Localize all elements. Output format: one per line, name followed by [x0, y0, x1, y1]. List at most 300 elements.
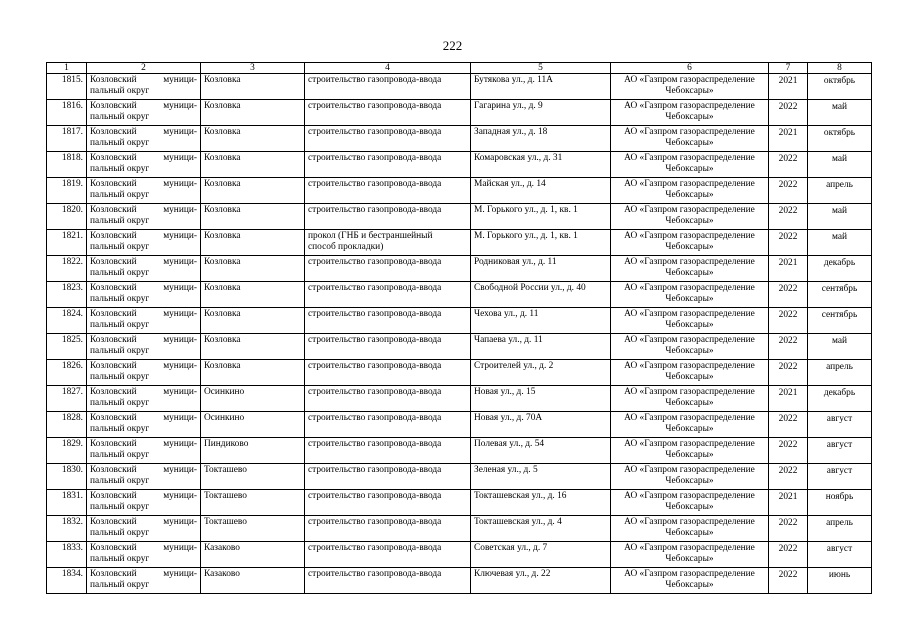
year-cell: 2021 — [769, 126, 808, 152]
row-number: 1829. — [47, 438, 87, 464]
organization-line: Чебоксары» — [665, 450, 714, 460]
month-cell: май — [808, 204, 872, 230]
month-cell: сентябрь — [808, 308, 872, 334]
work-type-line: строительство газопровода-ввода — [308, 517, 442, 527]
table-row — [47, 256, 872, 282]
settlement-cell: Козловка — [201, 360, 305, 386]
organization-cell — [611, 152, 769, 178]
settlement-cell: Козловка — [201, 152, 305, 178]
organization-line: Чебоксары» — [665, 398, 714, 408]
table-row — [47, 516, 872, 542]
work-type-line: строительство газопровода-ввода — [308, 569, 442, 579]
row-number: 1819. — [47, 178, 87, 204]
month-cell: май — [808, 100, 872, 126]
district-word: Козловский — [90, 387, 137, 397]
district-word: Козловский — [90, 179, 137, 189]
column-number: 4 — [305, 63, 471, 74]
month-cell: май — [808, 334, 872, 360]
work-type-line: строительство газопровода-ввода — [308, 283, 442, 293]
district-word: пальный округ — [90, 164, 150, 174]
work-type-line: строительство газопровода-ввода — [308, 439, 442, 449]
district-cell — [87, 178, 201, 204]
organization-line: АО «Газпром газораспределение — [624, 413, 755, 423]
district-word: пальный округ — [90, 476, 150, 486]
work-type-cell — [305, 360, 471, 386]
year-cell: 2022 — [769, 178, 808, 204]
district-word: Козловский — [90, 569, 137, 579]
district-word: муници- — [163, 75, 197, 85]
organization-line: АО «Газпром газораспределение — [624, 309, 755, 319]
work-type-line: строительство газопровода-ввода — [308, 75, 442, 85]
address-cell: Ключевая ул., д. 22 — [471, 568, 611, 594]
district-cell — [87, 464, 201, 490]
year-cell: 2022 — [769, 100, 808, 126]
year-cell: 2022 — [769, 438, 808, 464]
district-word: муници- — [163, 335, 197, 345]
row-number: 1830. — [47, 464, 87, 490]
district-word: пальный округ — [90, 320, 150, 330]
district-word: муници- — [163, 205, 197, 215]
district-word: Козловский — [90, 465, 137, 475]
district-cell — [87, 74, 201, 100]
organization-line: Чебоксары» — [665, 216, 714, 226]
work-type-line: строительство газопровода-ввода — [308, 491, 442, 501]
year-cell: 2022 — [769, 542, 808, 568]
district-word: муници- — [163, 439, 197, 449]
district-word: пальный округ — [90, 268, 150, 278]
district-word: пальный округ — [90, 242, 150, 252]
organization-line: АО «Газпром газораспределение — [624, 569, 755, 579]
table-row — [47, 230, 872, 256]
organization-cell — [611, 126, 769, 152]
district-cell — [87, 126, 201, 152]
organization-line: АО «Газпром газораспределение — [624, 231, 755, 241]
organization-line: АО «Газпром газораспределение — [624, 75, 755, 85]
table-row — [47, 490, 872, 516]
district-word: Козловский — [90, 361, 137, 371]
organization-line: Чебоксары» — [665, 268, 714, 278]
work-type-cell — [305, 126, 471, 152]
district-cell — [87, 334, 201, 360]
organization-line: АО «Газпром газораспределение — [624, 257, 755, 267]
organization-cell — [611, 386, 769, 412]
organization-line: АО «Газпром газораспределение — [624, 101, 755, 111]
organization-line: Чебоксары» — [665, 190, 714, 200]
district-word: пальный округ — [90, 346, 150, 356]
organization-line: Чебоксары» — [665, 528, 714, 538]
year-cell: 2022 — [769, 516, 808, 542]
work-type-cell — [305, 438, 471, 464]
address-cell: Советская ул., д. 7 — [471, 542, 611, 568]
work-type-cell — [305, 204, 471, 230]
district-word: муници- — [163, 231, 197, 241]
address-cell: Западная ул., д. 18 — [471, 126, 611, 152]
table-row — [47, 464, 872, 490]
table-row — [47, 334, 872, 360]
month-cell: сентябрь — [808, 282, 872, 308]
organization-line: Чебоксары» — [665, 346, 714, 356]
district-word: Козловский — [90, 205, 137, 215]
district-word: пальный округ — [90, 502, 150, 512]
district-word: муници- — [163, 361, 197, 371]
table-row — [47, 282, 872, 308]
settlement-cell: Козловка — [201, 204, 305, 230]
row-number: 1834. — [47, 568, 87, 594]
table-row — [47, 542, 872, 568]
settlement-cell: Осинкино — [201, 386, 305, 412]
work-type-line: строительство газопровода-ввода — [308, 309, 442, 319]
organization-cell — [611, 360, 769, 386]
row-number: 1826. — [47, 360, 87, 386]
year-cell: 2022 — [769, 308, 808, 334]
organization-line: АО «Газпром газораспределение — [624, 517, 755, 527]
column-number: 1 — [47, 63, 87, 74]
month-cell: октябрь — [808, 126, 872, 152]
district-word: пальный округ — [90, 398, 150, 408]
address-cell: Чапаева ул., д. 11 — [471, 334, 611, 360]
district-word: пальный округ — [90, 554, 150, 564]
organization-cell — [611, 74, 769, 100]
table-row — [47, 126, 872, 152]
organization-line: АО «Газпром газораспределение — [624, 361, 755, 371]
work-type-cell — [305, 490, 471, 516]
district-word: пальный округ — [90, 138, 150, 148]
year-cell: 2022 — [769, 334, 808, 360]
work-type-line: строительство газопровода-ввода — [308, 413, 442, 423]
month-cell: декабрь — [808, 256, 872, 282]
organization-line: Чебоксары» — [665, 424, 714, 434]
table-row — [47, 360, 872, 386]
table-header — [47, 63, 872, 74]
table-row — [47, 100, 872, 126]
work-type-cell — [305, 152, 471, 178]
address-cell: Чехова ул., д. 11 — [471, 308, 611, 334]
district-word: пальный округ — [90, 112, 150, 122]
district-word: муници- — [163, 257, 197, 267]
settlement-cell: Токташево — [201, 516, 305, 542]
organization-line: АО «Газпром газораспределение — [624, 387, 755, 397]
organization-line: Чебоксары» — [665, 554, 714, 564]
work-type-cell — [305, 412, 471, 438]
district-cell — [87, 568, 201, 594]
district-cell — [87, 386, 201, 412]
district-cell — [87, 256, 201, 282]
district-cell — [87, 152, 201, 178]
work-type-line: строительство газопровода-ввода — [308, 465, 442, 475]
row-number: 1822. — [47, 256, 87, 282]
row-number: 1828. — [47, 412, 87, 438]
work-type-line: строительство газопровода-ввода — [308, 205, 442, 215]
settlement-cell: Токташево — [201, 464, 305, 490]
address-cell: М. Горького ул., д. 1, кв. 1 — [471, 204, 611, 230]
settlement-cell: Казаково — [201, 568, 305, 594]
month-cell: декабрь — [808, 386, 872, 412]
work-type-cell — [305, 308, 471, 334]
address-cell: Майская ул., д. 14 — [471, 178, 611, 204]
month-cell: август — [808, 542, 872, 568]
district-word: муници- — [163, 179, 197, 189]
organization-line: Чебоксары» — [665, 476, 714, 486]
work-type-line: строительство газопровода-ввода — [308, 153, 442, 163]
work-type-line: строительство газопровода-ввода — [308, 361, 442, 371]
work-type-cell — [305, 568, 471, 594]
settlement-cell: Козловка — [201, 100, 305, 126]
column-number: 7 — [769, 63, 808, 74]
organization-line: АО «Газпром газораспределение — [624, 283, 755, 293]
district-cell — [87, 516, 201, 542]
settlement-cell: Осинкино — [201, 412, 305, 438]
district-cell — [87, 230, 201, 256]
month-cell: апрель — [808, 178, 872, 204]
organization-cell — [611, 542, 769, 568]
work-type-line: строительство газопровода-ввода — [308, 335, 442, 345]
settlement-cell: Козловка — [201, 334, 305, 360]
work-type-cell — [305, 516, 471, 542]
district-word: Козловский — [90, 335, 137, 345]
table-row — [47, 412, 872, 438]
organization-cell — [611, 204, 769, 230]
address-cell: Комаровская ул., д. 31 — [471, 152, 611, 178]
work-type-cell — [305, 178, 471, 204]
work-type-line: способ прокладки) — [308, 242, 384, 252]
month-cell: апрель — [808, 516, 872, 542]
organization-line: АО «Газпром газораспределение — [624, 543, 755, 553]
district-cell — [87, 412, 201, 438]
district-word: муници- — [163, 127, 197, 137]
organization-cell — [611, 100, 769, 126]
work-type-line: строительство газопровода-ввода — [308, 543, 442, 553]
district-word: пальный округ — [90, 424, 150, 434]
district-word: Козловский — [90, 309, 137, 319]
address-cell: Бутякова ул., д. 11А — [471, 74, 611, 100]
row-number: 1818. — [47, 152, 87, 178]
district-word: муници- — [163, 517, 197, 527]
address-cell: Полевая ул., д. 54 — [471, 438, 611, 464]
work-type-line: строительство газопровода-ввода — [308, 387, 442, 397]
address-cell: Новая ул., д. 15 — [471, 386, 611, 412]
column-number: 6 — [611, 63, 769, 74]
organization-line: АО «Газпром газораспределение — [624, 179, 755, 189]
year-cell: 2021 — [769, 386, 808, 412]
district-word: пальный округ — [90, 580, 150, 590]
month-cell: август — [808, 438, 872, 464]
organization-line: Чебоксары» — [665, 502, 714, 512]
row-number: 1832. — [47, 516, 87, 542]
row-number: 1817. — [47, 126, 87, 152]
month-cell: май — [808, 230, 872, 256]
organization-cell — [611, 308, 769, 334]
table-row — [47, 152, 872, 178]
row-number: 1821. — [47, 230, 87, 256]
organization-line: Чебоксары» — [665, 242, 714, 252]
settlement-cell: Козловка — [201, 126, 305, 152]
address-cell: Строителей ул., д. 2 — [471, 360, 611, 386]
district-word: Козловский — [90, 439, 137, 449]
district-cell — [87, 308, 201, 334]
year-cell: 2022 — [769, 204, 808, 230]
organization-line: АО «Газпром газораспределение — [624, 439, 755, 449]
address-cell: М. Горького ул., д. 1, кв. 1 — [471, 230, 611, 256]
district-word: Козловский — [90, 517, 137, 527]
work-type-line: прокол (ГНБ и бестраншейный — [308, 231, 433, 241]
row-number: 1820. — [47, 204, 87, 230]
organization-line: Чебоксары» — [665, 580, 714, 590]
address-cell: Новая ул., д. 70А — [471, 412, 611, 438]
year-cell: 2022 — [769, 412, 808, 438]
year-cell: 2022 — [769, 282, 808, 308]
table-row — [47, 308, 872, 334]
organization-cell — [611, 334, 769, 360]
table-row — [47, 178, 872, 204]
district-word: Козловский — [90, 413, 137, 423]
address-cell: Токташевская ул., д. 16 — [471, 490, 611, 516]
organization-line: АО «Газпром газораспределение — [624, 205, 755, 215]
district-word: муници- — [163, 309, 197, 319]
organization-cell — [611, 230, 769, 256]
work-type-cell — [305, 542, 471, 568]
row-number: 1831. — [47, 490, 87, 516]
month-cell: апрель — [808, 360, 872, 386]
organization-cell — [611, 282, 769, 308]
district-word: Козловский — [90, 491, 137, 501]
organization-line: АО «Газпром газораспределение — [624, 491, 755, 501]
organization-line: Чебоксары» — [665, 294, 714, 304]
district-word: Козловский — [90, 283, 137, 293]
work-type-line: строительство газопровода-ввода — [308, 101, 442, 111]
row-number: 1825. — [47, 334, 87, 360]
district-cell — [87, 100, 201, 126]
row-number: 1816. — [47, 100, 87, 126]
settlement-cell: Козловка — [201, 230, 305, 256]
work-type-cell — [305, 256, 471, 282]
organization-cell — [611, 516, 769, 542]
table-row — [47, 568, 872, 594]
address-cell: Свободной России ул., д. 40 — [471, 282, 611, 308]
district-word: муници- — [163, 543, 197, 553]
year-cell: 2022 — [769, 152, 808, 178]
column-number: 5 — [471, 63, 611, 74]
district-word: пальный округ — [90, 450, 150, 460]
organization-cell — [611, 490, 769, 516]
settlement-cell: Козловка — [201, 74, 305, 100]
column-number: 8 — [808, 63, 872, 74]
month-cell: июнь — [808, 568, 872, 594]
district-cell — [87, 204, 201, 230]
district-word: Козловский — [90, 231, 137, 241]
organization-line: Чебоксары» — [665, 320, 714, 330]
month-cell: октябрь — [808, 74, 872, 100]
address-cell: Родниковая ул., д. 11 — [471, 256, 611, 282]
work-type-cell — [305, 282, 471, 308]
work-type-cell — [305, 74, 471, 100]
district-word: муници- — [163, 491, 197, 501]
organization-cell — [611, 256, 769, 282]
district-word: муници- — [163, 387, 197, 397]
district-word: муници- — [163, 569, 197, 579]
district-word: муници- — [163, 153, 197, 163]
district-word: муници- — [163, 101, 197, 111]
settlement-cell: Пиндиково — [201, 438, 305, 464]
year-cell: 2022 — [769, 464, 808, 490]
district-word: пальный округ — [90, 372, 150, 382]
column-number-row — [47, 63, 872, 74]
organization-line: АО «Газпром газораспределение — [624, 335, 755, 345]
row-number: 1815. — [47, 74, 87, 100]
address-cell: Гагарина ул., д. 9 — [471, 100, 611, 126]
year-cell: 2021 — [769, 256, 808, 282]
year-cell: 2022 — [769, 230, 808, 256]
organization-line: Чебоксары» — [665, 138, 714, 148]
table-row — [47, 74, 872, 100]
work-type-line: строительство газопровода-ввода — [308, 179, 442, 189]
row-number: 1827. — [47, 386, 87, 412]
work-type-line: строительство газопровода-ввода — [308, 127, 442, 137]
organization-line: Чебоксары» — [665, 164, 714, 174]
gasification-table — [46, 62, 872, 594]
organization-cell — [611, 178, 769, 204]
district-word: Козловский — [90, 127, 137, 137]
district-word: муници- — [163, 465, 197, 475]
district-word: Козловский — [90, 75, 137, 85]
page-number: 222 — [442, 38, 463, 53]
organization-cell — [611, 568, 769, 594]
district-word: Козловский — [90, 101, 137, 111]
district-cell — [87, 490, 201, 516]
work-type-cell — [305, 230, 471, 256]
district-cell — [87, 282, 201, 308]
organization-line: АО «Газпром газораспределение — [624, 465, 755, 475]
address-cell: Токташевская ул., д. 4 — [471, 516, 611, 542]
work-type-cell — [305, 464, 471, 490]
year-cell: 2021 — [769, 490, 808, 516]
organization-cell — [611, 412, 769, 438]
district-word: пальный округ — [90, 216, 150, 226]
district-word: Козловский — [90, 257, 137, 267]
table-row — [47, 204, 872, 230]
month-cell: август — [808, 464, 872, 490]
district-cell — [87, 438, 201, 464]
organization-line: Чебоксары» — [665, 112, 714, 122]
district-word: муници- — [163, 413, 197, 423]
table-row — [47, 438, 872, 464]
work-type-cell — [305, 334, 471, 360]
district-word: пальный округ — [90, 86, 150, 96]
district-cell — [87, 360, 201, 386]
organization-cell — [611, 438, 769, 464]
month-cell: август — [808, 412, 872, 438]
column-number: 3 — [201, 63, 305, 74]
organization-line: Чебоксары» — [665, 372, 714, 382]
district-word: Козловский — [90, 543, 137, 553]
address-cell: Зеленая ул., д. 5 — [471, 464, 611, 490]
district-cell — [87, 542, 201, 568]
settlement-cell: Токташево — [201, 490, 305, 516]
row-number: 1824. — [47, 308, 87, 334]
settlement-cell: Козловка — [201, 308, 305, 334]
row-number: 1833. — [47, 542, 87, 568]
organization-line: Чебоксары» — [665, 86, 714, 96]
table-body — [47, 74, 872, 594]
district-word: пальный округ — [90, 190, 150, 200]
district-word: муници- — [163, 283, 197, 293]
organization-line: АО «Газпром газораспределение — [624, 127, 755, 137]
month-cell: ноябрь — [808, 490, 872, 516]
district-word: пальный округ — [90, 528, 150, 538]
table-row — [47, 386, 872, 412]
settlement-cell: Козловка — [201, 178, 305, 204]
organization-line: АО «Газпром газораспределение — [624, 153, 755, 163]
month-cell: май — [808, 152, 872, 178]
